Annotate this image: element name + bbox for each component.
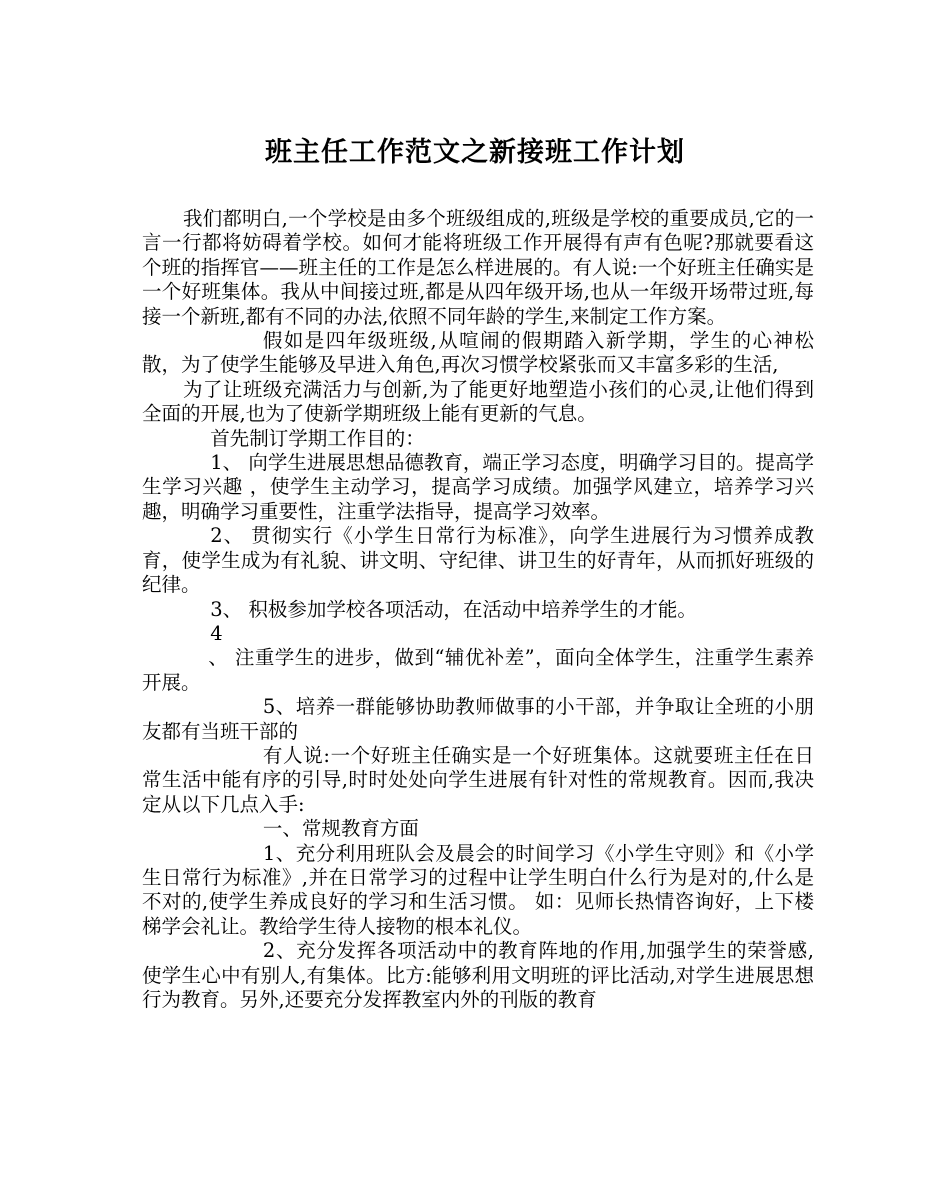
paragraph-vitality: 为了让班级充满活力与创新,为了能更好地塑造小孩们的心灵,让他们得到全面的开展,也为了使新学期班级上能有更新的气息。 [142, 377, 814, 426]
paragraph-routine-1: 1、充分利用班队会及晨会的时间学习《小学生守则》和《小学生日常行为标准》,并在日常学习的过程中让学生明白什么行为是对的,什么是不对的,使学生养成良好的学习和生活习惯。 如：见师长热情咨询好，上下楼梯学会礼让。教给学生待人接物的根本礼仪。 [142, 841, 814, 938]
paragraph-goal-5: 5、培养一群能够协助教师做事的小干部，并争取让全班的小朋友都有当班干部的 [142, 695, 814, 743]
document-title: 班主任工作范文之新接班工作计划 [265, 137, 685, 168]
paragraph-routine-2: 2、充分发挥各项活动中的教育阵地的作用,加强学生的荣誉感,使学生心中有别人,有集体。比方:能够利用文明班的评比活动,对学生进展思想行为教育。另外,还要充分发挥教室内外的刊版的教育 [142, 939, 814, 1011]
document-body [142, 207, 814, 1012]
paragraph-goal-3: 3、 积极参加学校各项活动，在活动中培养学生的才能。 [210, 597, 697, 621]
paragraph-goal-1: 1、 向学生进展思想品德教育，端正学习态度，明确学习目的。提高学生学习兴趣 ，使学生主动学习，提高学习成绩。加强学风建立，培养学习兴趣，明确学习重要性，注重学法指导，提高学习效率。 [142, 451, 814, 523]
paragraph-intro: 我们都明白,一个学校是由多个班级组成的,班级是学校的重要成员,它的一言一行都将妨碍着学校。如何才能将班级工作开展得有声有色呢?那就要看这个班的指挥官——班主任的工作是怎么样进展的。有人说:一个好班主任确实是一个好班集体。我从中间接过班,都是从四年级开场,也从一年级开场带过班,每接一个新班,都有不同的办法,依照不同年龄的学生,来制定工作方案。 [142, 207, 814, 328]
paragraph-goals-heading: 首先制订学期工作目的： [210, 426, 425, 450]
paragraph-grade-four: 假如是四年级班级,从喧闹的假期踏入新学期，学生的心神松散，为了使学生能够及早进入角色,再次习惯学校紧张而又丰富多彩的生活, [142, 329, 814, 377]
paragraph-routine-intro: 有人说:一个好班主任确实是一个好班集体。这就要班主任在日常生活中能有序的引导,时时处处向学生进展有针对性的常规教育。因而,我决定从以下几点入手: [142, 743, 814, 816]
paragraph-section-heading: 一、常规教育方面 [262, 817, 419, 841]
paragraph-goal-4: 、 注重学生的进步，做到“辅优补差”，面向全体学生，注重学生素养开展。 [142, 646, 814, 694]
paragraph-goal-4-number: 4 [210, 621, 223, 645]
paragraph-goal-2: 2、 贯彻实行《小学生日常行为标准》，向学生进展行为习惯养成教育，使学生成为有礼貌、讲文明、守纪律、讲卫生的好青年，从而抓好班级的纪律。 [142, 524, 814, 597]
